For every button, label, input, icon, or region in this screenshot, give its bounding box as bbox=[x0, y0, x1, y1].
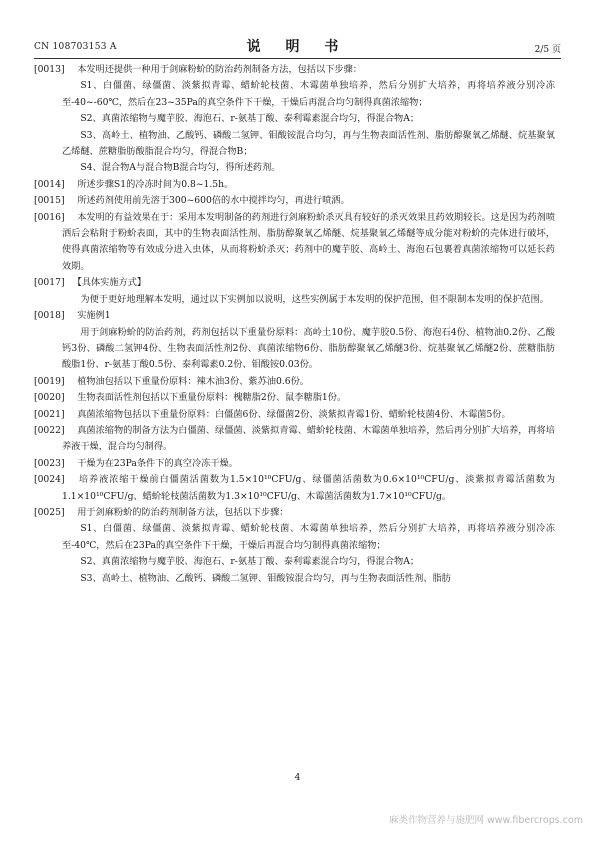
paragraph bbox=[62, 128, 555, 161]
paragraph-text: S1、白僵菌、绿僵菌、淡紫拟青霉、蜡蚧轮枝菌、木霉菌单独培养，然后分别扩大培养，再将培养液分别冷冻至-40℃，然后在23Pa的真空条件下干燥，干燥后再混合均匀制得真菌浓缩物； bbox=[62, 523, 555, 551]
paragraph-text: 实施例1 bbox=[77, 310, 111, 322]
paragraph-text: S2、真菌浓缩物与魔芋胶、海泡石、r-氨基丁酸、泰利霉素混合均匀，得混合物A； bbox=[80, 113, 420, 125]
paragraph-number: [0018] bbox=[34, 310, 65, 322]
paragraph bbox=[34, 472, 556, 505]
paragraph bbox=[34, 193, 555, 209]
paragraph-text: S3、高岭土、植物油、乙酸钙、磷酸二氢钾、钼酸铵混合均匀，再与生物表面活性剂、脂肪 bbox=[80, 572, 451, 584]
paragraph-number: [0019] bbox=[34, 375, 65, 387]
paragraph-text: 所述药剂使用前先溶于300~600倍的水中搅拌均匀，再进行喷洒。 bbox=[77, 195, 350, 207]
paragraph-text: 用于剑麻粉蚧的防治药剂制备方法，包括以下步骤： bbox=[77, 506, 289, 518]
paragraph bbox=[34, 456, 555, 472]
paragraph-text: 生物表面活性剂包括以下重量份原料：槐糖脂2份、鼠李糖脂1份。 bbox=[77, 392, 347, 404]
paragraph bbox=[62, 521, 555, 554]
paragraph-text: 本发明的有益效果在于：采用本发明制备的药剂进行剑麻粉蚧杀灭具有较好的杀灭效果且药效期较长。这是因为药剂喷洒后会粘附于粉蚧表面，其中的生物表面活性剂、脂肪醇聚氧乙烯醚、烷基聚氧乙烯醚等成分能对粉蚧的壳体进行破坏，使得真菌浓缩物等有效成分进入虫体，从而将粉蚧杀灭；药剂中的魔芋胶、高岭土、海泡石包裹着真菌浓缩物可以延长药效期。 bbox=[62, 211, 556, 272]
paragraph-number: [0013] bbox=[34, 64, 65, 75]
page-header bbox=[34, 36, 561, 58]
paragraph bbox=[62, 554, 555, 570]
paragraph bbox=[34, 308, 555, 324]
paragraph-number: [0022] bbox=[34, 424, 65, 436]
paragraph-text: 【具体实施方式】 bbox=[77, 277, 147, 289]
document-body bbox=[34, 62, 556, 587]
patent-number: CN 108703153 A bbox=[34, 42, 117, 52]
paragraph-text: 真菌浓缩物的制备方法为白僵菌、绿僵菌、淡紫拟青霉、蜡蚧轮枝菌、木霉菌单独培养，然后再分别扩大培养，再将培养液干燥，混合均匀制得。 bbox=[62, 424, 556, 453]
paragraph-number: [0017] bbox=[34, 277, 65, 289]
paragraph-text: 真菌浓缩物包括以下重量份原料：白僵菌6份、绿僵菌2份、淡紫拟青霉1份、蜡蚧轮枝菌4份、木霉菌5份。 bbox=[77, 408, 511, 420]
paragraph-text: 培养液浓缩干燥前白僵菌活菌数为1.5×10¹⁰CFU/g、绿僵菌活菌数为0.6×10¹⁰CFU/g、淡紫拟青霉活菌数为1.1×10¹⁰CFU/g、蜡蚧轮枝菌活菌数为1.3×10¹⁰CFU/g、木霉菌活菌数为1.7×10¹⁰CFU/g。 bbox=[62, 474, 556, 502]
paragraph bbox=[34, 505, 555, 521]
paragraph bbox=[62, 78, 555, 111]
paragraph bbox=[34, 423, 556, 456]
paragraph-text: 用于剑麻粉蚧的防治药剂，药剂包括以下重量份原料：高岭土10份、魔芋胶0.5份、海泡石4份、植物油0.2份、乙酸钙3份、磷酸二氢钾4份、生物表面活性剂2份、真菌浓缩物6份、脂肪醇聚氧乙烯醚3份、烷基聚氧乙烯醚2份、蔗糖脂肪酸脂1份、r-氨基丁酸0.5份、泰利霉素0.2份、钼酸铵0.03份。 bbox=[62, 326, 555, 371]
page-number: 4 bbox=[294, 773, 301, 783]
paragraph-text: 植物油包括以下重量份原料：辣木油3份、紫苏油0.6份。 bbox=[77, 375, 309, 387]
paragraph-text: S1、白僵菌、绿僵菌、淡紫拟青霉、蜡蚧轮枝菌、木霉菌单独培养，然后分别扩大培养，再将培养液分别冷冻至-40~-60℃，然后在23~35Pa的真空条件下干燥，干燥后再混合均匀制得真菌浓缩物； bbox=[62, 80, 555, 108]
header-divider bbox=[34, 58, 561, 59]
paragraph bbox=[34, 210, 556, 276]
paragraph-number: [0015] bbox=[34, 195, 65, 207]
paragraph-number: [0020] bbox=[34, 392, 65, 404]
paragraph bbox=[62, 292, 555, 308]
paragraph-text: S2、真菌浓缩物与魔芋胶、海泡石、r-氨基丁酸、泰利霉素混合均匀，得混合物A； bbox=[80, 556, 420, 568]
paragraph-text: 所述步骤S1的冷冻时间为0.8~1.5h。 bbox=[77, 178, 234, 190]
paragraph-number: [0016] bbox=[34, 211, 65, 223]
paragraph-number: [0021] bbox=[34, 408, 65, 420]
document-title: 说 明 书 bbox=[246, 39, 349, 55]
paragraph-number: [0025] bbox=[34, 506, 65, 518]
paragraph-text: 本发明还提供一种用于剑麻粉蚧的防治药剂制备方法，包括以下步骤： bbox=[77, 64, 362, 75]
paragraph bbox=[34, 62, 555, 78]
paragraph bbox=[62, 325, 555, 374]
paragraph bbox=[34, 275, 555, 291]
paragraph-number: [0024] bbox=[34, 474, 65, 486]
paragraph-text: 干燥为在23Pa条件下的真空冷冻干燥。 bbox=[77, 457, 238, 469]
paragraph-number: [0014] bbox=[34, 178, 65, 190]
watermark: 麻类作物营养与施肥网 www.fibercrops.com bbox=[388, 815, 583, 826]
paragraph bbox=[34, 374, 555, 390]
paragraph-text: 为便于更好地理解本发明，通过以下实例加以说明，这些实例属于本发明的保护范围，但不限制本发明的保护范围。 bbox=[80, 293, 549, 305]
paragraph bbox=[62, 160, 555, 176]
paragraph-number: [0023] bbox=[34, 457, 65, 469]
paragraph bbox=[34, 390, 555, 406]
paragraph-text: S3、高岭土、植物油、乙酸钙、磷酸二氢钾、钼酸铵混合均匀，再与生物表面活性剂、脂肪醇聚氧乙烯醚、烷基聚氧乙烯醚、蔗糖脂肪酸脂混合均匀，得混合物B； bbox=[62, 129, 555, 158]
paragraph-text: S4、混合物A与混合物B混合均匀，得所述药剂。 bbox=[80, 162, 281, 174]
paragraph bbox=[34, 177, 555, 193]
paragraph bbox=[34, 407, 555, 423]
page-indicator: 2/5 页 bbox=[534, 45, 561, 55]
paragraph bbox=[62, 111, 555, 127]
paragraph bbox=[62, 571, 555, 587]
